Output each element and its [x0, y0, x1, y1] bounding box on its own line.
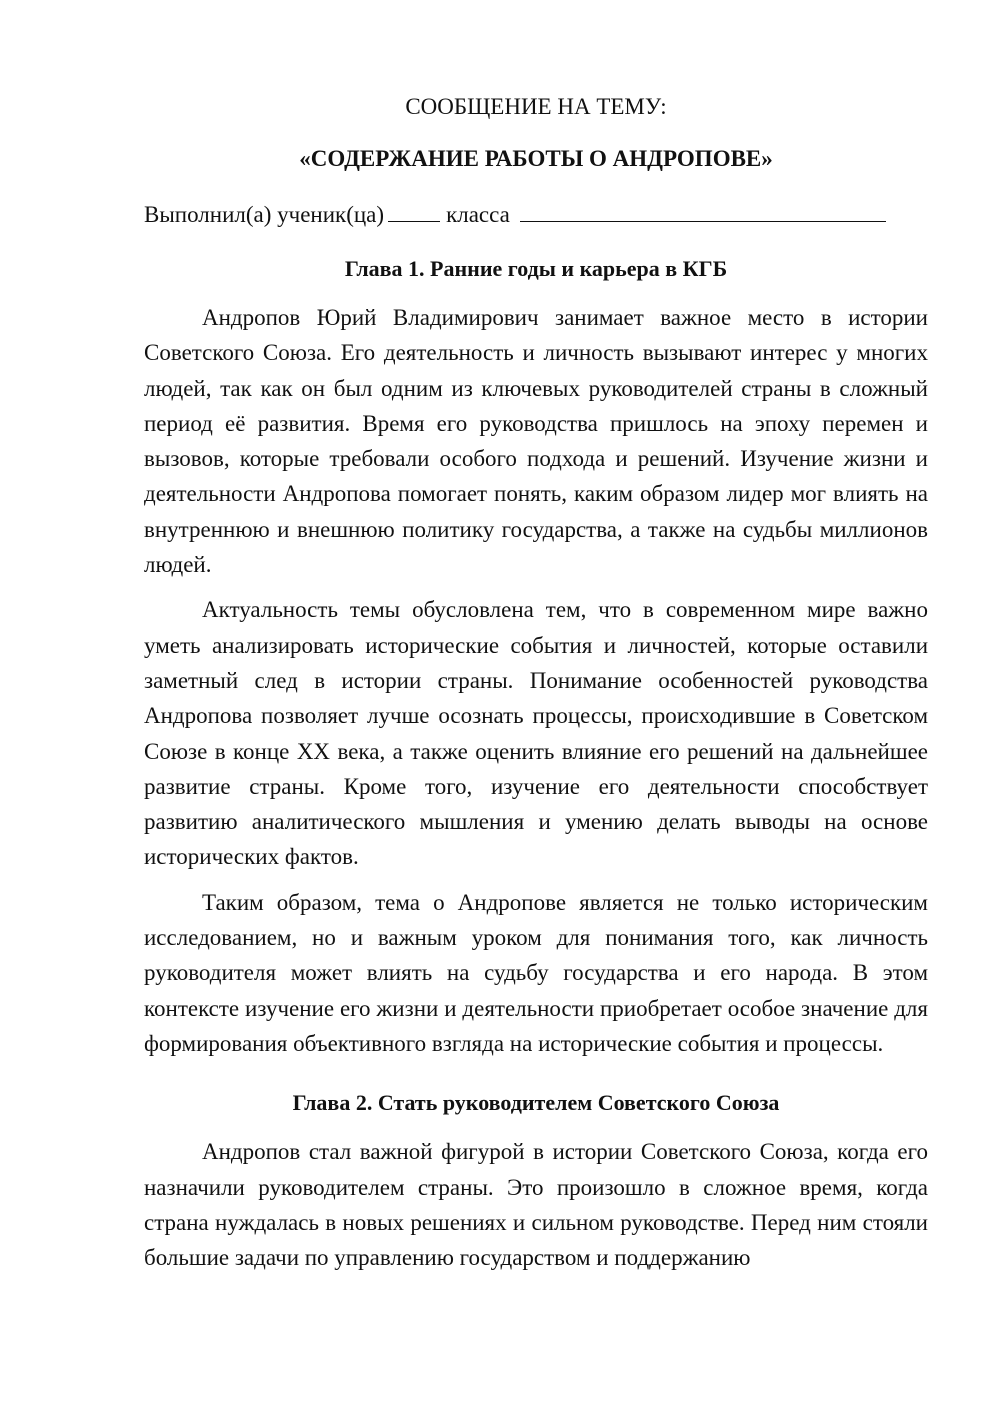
student-name-blank: [520, 201, 886, 222]
author-line: [144, 200, 928, 230]
author-label: Выполнил(а) ученик(ца): [144, 202, 385, 227]
document-page: [144, 88, 928, 1275]
chapter-1-paragraph-3: Таким образом, тема о Андропове является не только историческим исследованием, но и важным уроком для понимания того, как личность руководителя может влиять на судьбу государства и его народа. В этом контексте изучение его жизни и деятельности приобретает особое значение для формирования объективного взгляда на исторические события и процессы.: [144, 889, 928, 1056]
class-label: класса: [446, 202, 510, 227]
class-number-blank: [388, 201, 440, 222]
chapter-1-paragraph-1: Андропов Юрий Владимирович занимает важное место в истории Советского Союза. Его деятельность и личность вызывают интерес у многих людей, так как он был одним из ключевых руководителей страны в сложный период её развития. Время его руководства пришлось на эпоху перемен и вызовов, которые требовали особого подхода и решений. Изучение жизни и деятельности Андропова помогает понять, каким образом лидер мог влиять на внутреннюю и внешнюю политику государства, а также на судьбы миллионов людей.: [144, 305, 928, 578]
chapter-1-heading: Глава 1. Ранние годы и карьера в КГБ: [344, 256, 728, 281]
chapter-1-paragraph-2: Актуальность темы обусловлена тем, что в современном мире важно уметь анализировать исторические события и личностей, которые оставили заметный след в истории страны. Понимание особенностей руководства Андропова позволяет лучше осознать процессы, происходившие в Советском Союзе в конце XX века, а также оценить влияние его решений на дальнейшее развитие страны. Кроме того, изучение его деятельности способствует развитию аналитического мышления и умению делать выводы на основе исторических фактов.: [144, 597, 928, 870]
chapter-2-heading: Глава 2. Стать руководителем Советского Союза: [292, 1090, 780, 1116]
document-title-topic: «СОДЕРЖАНИЕ РАБОТЫ О АНДРОПОВЕ»: [299, 146, 773, 171]
chapter-2-paragraph-1: Андропов стал важной фигурой в истории Советского Союза, когда его назначили руководителем страны. Это произошло в сложное время, когда страна нуждалась в новых решениях и сильном руководстве. Перед ним стояли большие задачи по управлению государством и поддержанию: [144, 1139, 928, 1271]
document-title-line-1: СООБЩЕНИЕ НА ТЕМУ:: [405, 94, 667, 119]
